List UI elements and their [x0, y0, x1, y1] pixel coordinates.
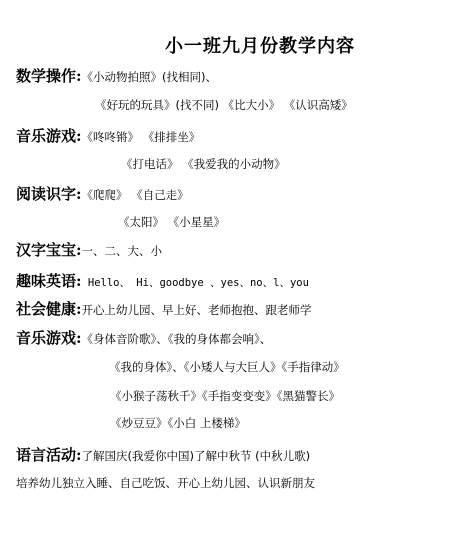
section-label: 音乐游戏: — [16, 127, 82, 145]
section-text-line: 《我的身体》、《小矮人与大巨人》《手指律动》 — [109, 360, 345, 374]
section-text-line: 《太阳》 《小星星》 — [118, 215, 226, 229]
section-music-games — [16, 127, 200, 146]
section-text-line: 《打电话》 《我爱我的小动物》 — [121, 157, 286, 171]
section-text-line: 《炒豆豆》《小白 上楼梯》 — [110, 416, 246, 430]
section-math — [16, 67, 217, 86]
section-text: 一、二、大、小 — [81, 244, 163, 258]
section-text: 开心上幼儿园、早上好、老师抱抱、跟老师学 — [81, 303, 312, 317]
section-label: 趣味英语: — [16, 272, 82, 290]
section-label: 阅读识字: — [16, 185, 82, 203]
section-label: 数学操作: — [16, 67, 82, 85]
section-social-health — [16, 300, 312, 319]
section-text: 了解国庆(我爱你中国)了解中秋节 (中秋儿歌) — [81, 449, 311, 463]
section-label: 汉字宝宝: — [16, 241, 82, 259]
section-text: 《身体音阶歌》、《我的身体都会响》、 — [81, 332, 272, 346]
section-text: 《小动物拍照》(找相同)、 — [81, 70, 218, 84]
section-text: 《咚咚锵》 《排排坐》 — [81, 130, 201, 144]
section-label: 语言活动: — [16, 446, 82, 464]
section-text: Hello、 Hi、goodbye 、yes、no、l、you — [81, 277, 309, 289]
section-text: 《爬爬》 《自己走》 — [81, 188, 189, 202]
section-text-line: 培养幼儿独立入睡、自己吃饭、开心上幼儿园、认识新朋友 — [16, 476, 315, 490]
section-text-line: 《小猴子荡秋千》《手指变变变》《黑猫警长》 — [110, 389, 340, 403]
section-label: 音乐游戏: — [16, 329, 82, 347]
section-reading — [16, 185, 189, 204]
section-language — [16, 446, 310, 465]
section-text-line: 《好玩的玩具》(找不同) 《比大小》 《认识高矮》 — [95, 98, 353, 112]
section-characters — [16, 241, 162, 260]
section-english — [16, 272, 309, 292]
section-label: 社会健康: — [16, 300, 82, 318]
page-title: 小一班九月份教学内容 — [165, 36, 355, 57]
section-music-games-2 — [16, 329, 271, 348]
